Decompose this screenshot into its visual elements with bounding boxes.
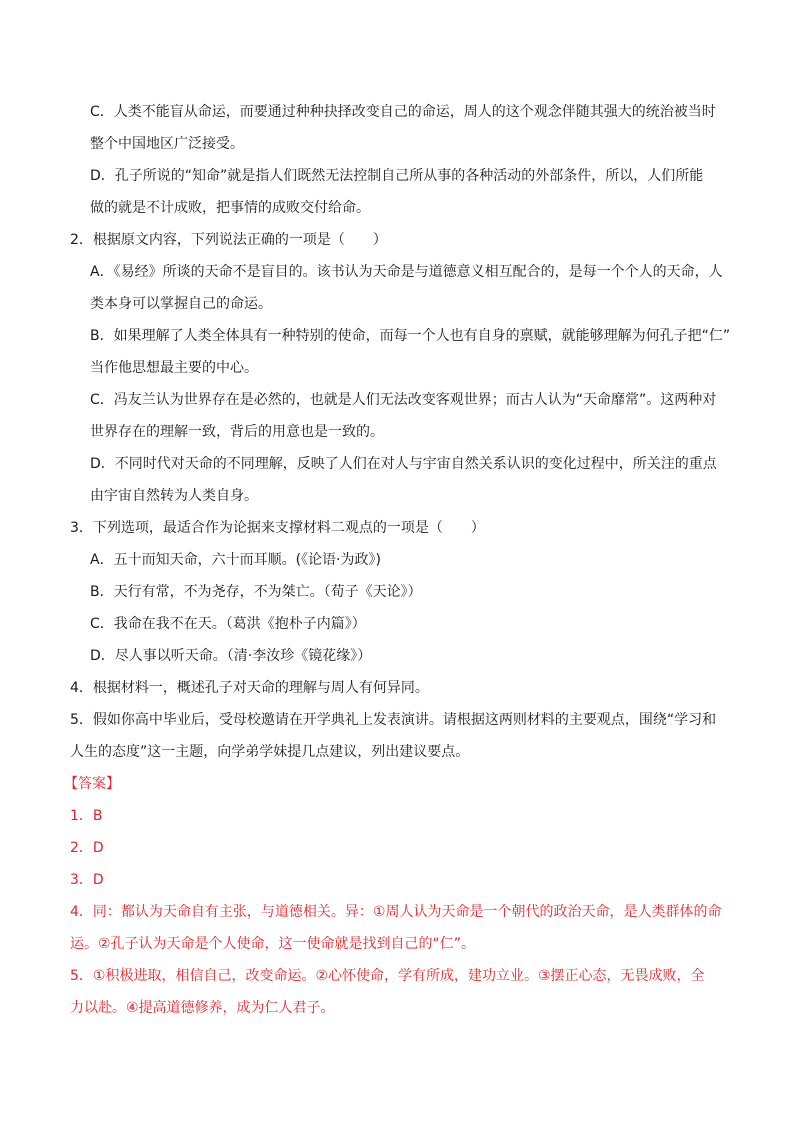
q2-option-c-line-2: 世界存在的理解一致，背后的用意也是一致的。	[90, 424, 384, 440]
answer-5-line-2: 力以赴。④提高道德修养，成为仁人君子。	[70, 1000, 335, 1016]
answer-3: 3．D	[70, 872, 104, 888]
q2-option-d-line-2: 由宇宙自然转为人类自身。	[90, 488, 258, 504]
option-d-line-2: 做的就是不计成败，把事情的成败交付给命。	[90, 200, 370, 216]
answer-heading: 【答案】	[64, 776, 120, 792]
q2-option-b-line-2: 当作他思想最主要的中心。	[90, 360, 258, 376]
option-d-line-1: D．孔子所说的“知命”就是指人们既然无法控制自己所从事的各种活动的外部条件，所以，人们所能	[90, 168, 704, 184]
q2-option-a-line-1: A．《易经》所谈的天命不是盲目的。该书认为天命是与道德意义相互配合的，是每一个个人的天命，人	[90, 264, 723, 280]
q2-option-d-line-1: D．不同时代对天命的不同理解，反映了人们在对人与宇宙自然关系认识的变化过程中，所关注的重点	[90, 456, 717, 472]
q2-option-a-line-2: 类本身可以掌握自己的命运。	[90, 296, 272, 312]
q2-option-b-line-1: B．如果理解了人类全体具有一种特别的使命，而每一个人也有自身的禀赋，就能够理解为何孔子把“仁”	[90, 328, 731, 344]
q3-option-b: B．天行有常，不为尧存，不为桀亡。（荀子《天论》）	[90, 584, 422, 600]
q2-option-c-line-1: C．冯友兰认为世界存在是必然的，也就是人们无法改变客观世界；而古人认为“天命靡常”。这两种对	[90, 392, 717, 408]
question-5-line-1: 5．假如你高中毕业后，受母校邀请在开学典礼上发表演讲。请根据这两则材料的主要观点，围绕“学习和	[70, 712, 717, 728]
answer-5-line-1: 5．①积极进取，相信自己，改变命运。②心怀使命，学有所成，建功立业。③摆正心态，无畏成败，全	[70, 968, 705, 984]
q3-option-c: C．我命在我不在天。（葛洪《抱朴子内篇》）	[90, 616, 366, 632]
option-c-line-2: 整个中国地区广泛接受。	[90, 136, 244, 152]
answer-1: 1．B	[70, 808, 103, 824]
q3-option-a: A．五十而知天命，六十而耳顺。(《论语·为政》)	[90, 552, 381, 568]
question-5-line-2: 人生的态度”这一主题，向学弟学妹提几点建议，列出建议要点。	[70, 744, 470, 760]
question-2-stem: 2．根据原文内容，下列说法正确的一项是（ ）	[70, 232, 387, 248]
question-4-stem: 4．根据材料一，概述孔子对天命的理解与周人有何异同。	[70, 680, 429, 696]
answer-4-line-2: 运。②孔子认为天命是个人使命，这一使命就是找到自己的“仁”。	[70, 936, 476, 952]
answer-2: 2．D	[70, 840, 104, 856]
q3-option-d: D．尽人事以听天命。（清·李汝珍《镜花缘》）	[90, 648, 372, 664]
answer-4-line-1: 4．同：都认为天命自有主张，与道德相关。异：①周人认为天命是一个朝代的政治天命，是人类群体的命	[70, 904, 722, 920]
option-c-line-1: C．人类不能盲从命运，而要通过种种抉择改变自己的命运，周人的这个观念伴随其强大的统治被当时	[90, 104, 716, 120]
question-3-stem: 3．下列选项，最适合作为论据来支撑材料二观点的一项是（ ）	[70, 520, 485, 536]
